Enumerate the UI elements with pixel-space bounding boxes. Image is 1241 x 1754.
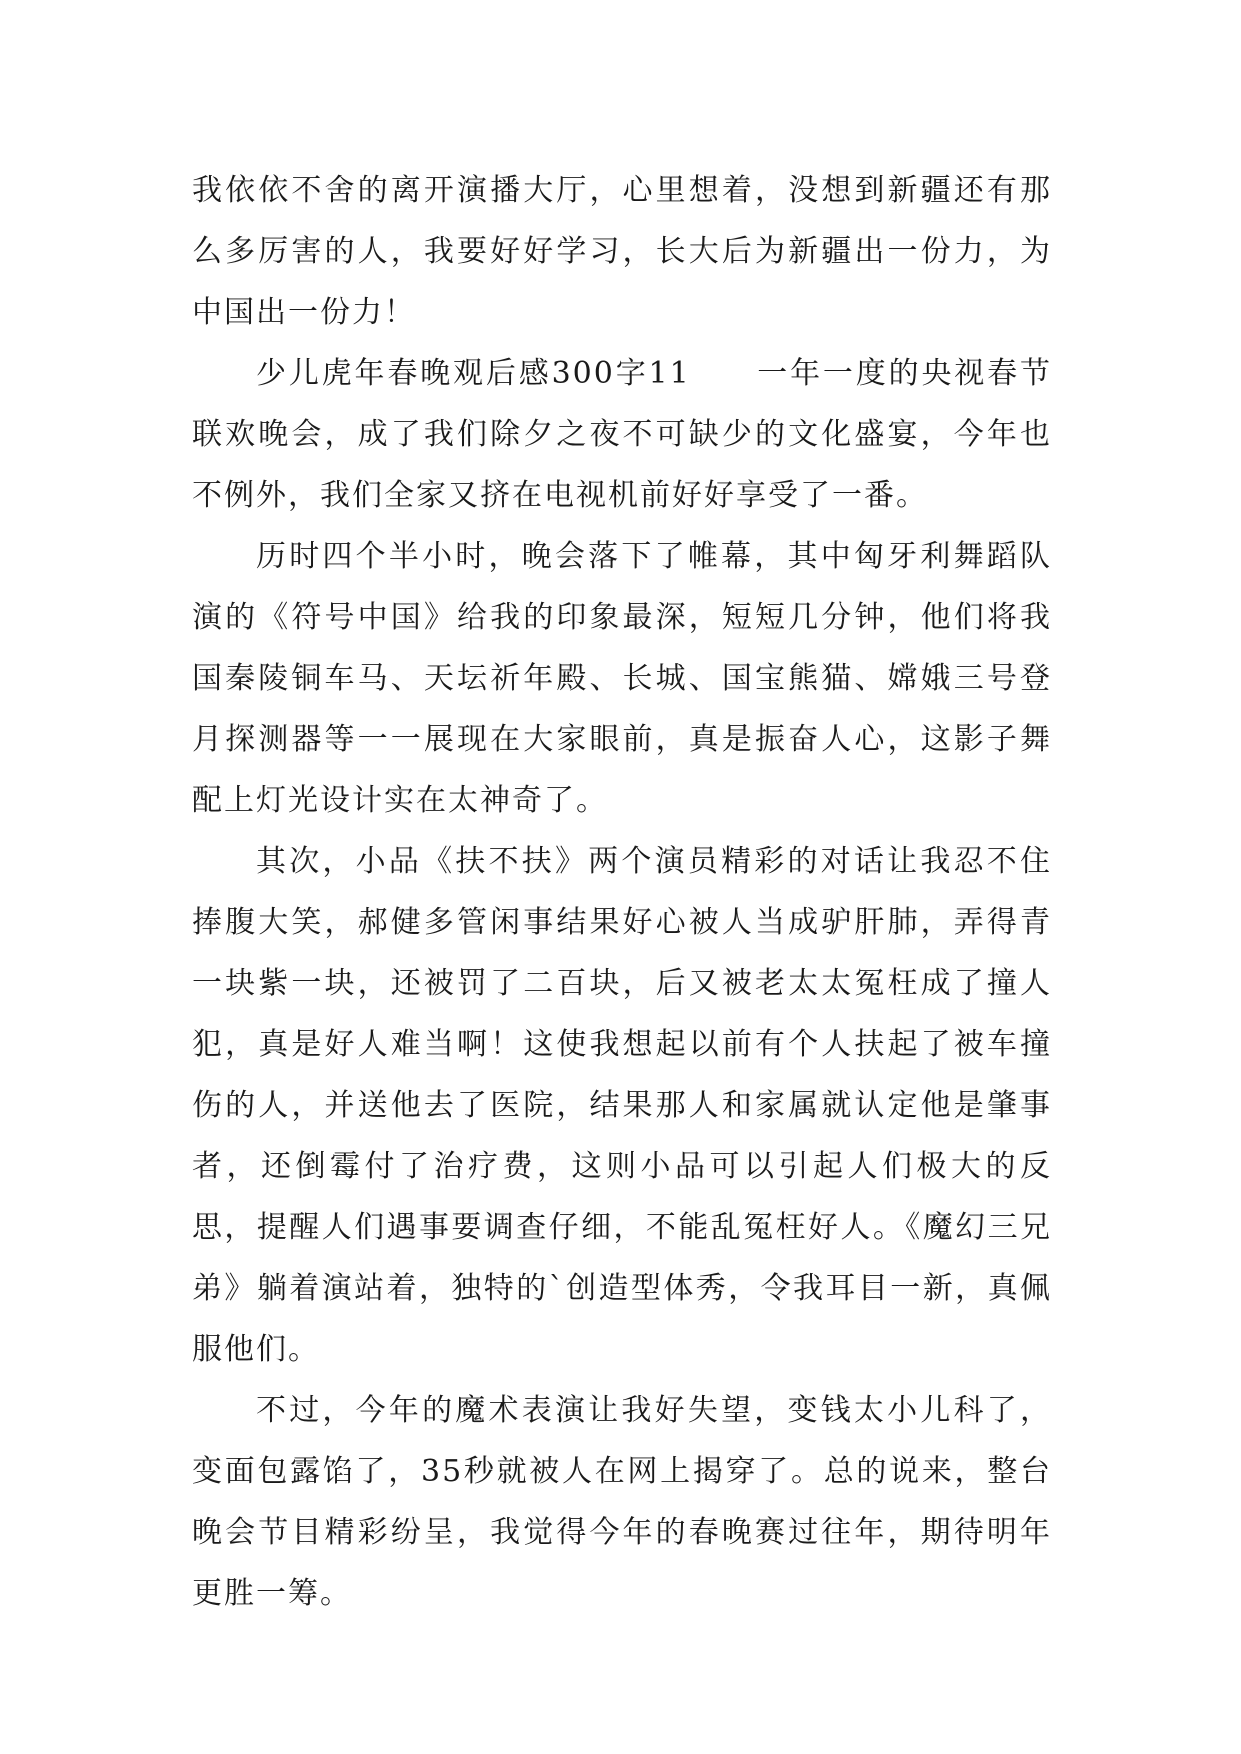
paragraph-4: 其次，小品《扶不扶》两个演员精彩的对话让我忍不住捧腹大笑，郝健多管闲事结果好心被人当成驴肝肺，弄得青一块紫一块，还被罚了二百块，后又被老太太冤枉成了撞人犯，真是好人难当啊！这使我想起以前有个人扶起了被车撞伤的人，并送他去了医院，结果那人和家属就认定他是肇事者，还倒霉付了治疗费，这则小品可以引起人们极大的反思，提醒人们遇事要调查仔细，不能乱冤枉好人。《魔幻三兄弟》躺着演站着，独特的`创造型体秀，令我耳目一新，真佩服他们。: [192, 844, 1052, 1367]
paragraph-1: 我依依不舍的离开演播大厅，心里想着，没想到新疆还有那么多厉害的人，我要好好学习，长大后为新疆出一份力，为中国出一份力！: [192, 173, 1052, 330]
paragraph-5: 不过，今年的魔术表演让我好失望，变钱太小儿科了，变面包露馅了，35秒就被人在网上揭穿了。总的说来，整台晚会节目精彩纷呈，我觉得今年的春晚赛过往年，期待明年更胜一筹。: [192, 1393, 1052, 1611]
paragraph-2: 少儿虎年春晚观后感300字11 一年一度的央视春节联欢晚会，成了我们除夕之夜不可缺少的文化盛宴，今年也不例外，我们全家又挤在电视机前好好享受了一番。: [192, 356, 1052, 513]
document-page: [192, 160, 1052, 1624]
paragraph-3: 历时四个半小时，晚会落下了帷幕，其中匈牙利舞蹈队演的《符号中国》给我的印象最深，短短几分钟，他们将我国秦陵铜车马、天坛祈年殿、长城、国宝熊猫、嫦娥三号登月探测器等一一展现在大家眼前，真是振奋人心，这影子舞配上灯光设计实在太神奇了。: [192, 539, 1052, 818]
